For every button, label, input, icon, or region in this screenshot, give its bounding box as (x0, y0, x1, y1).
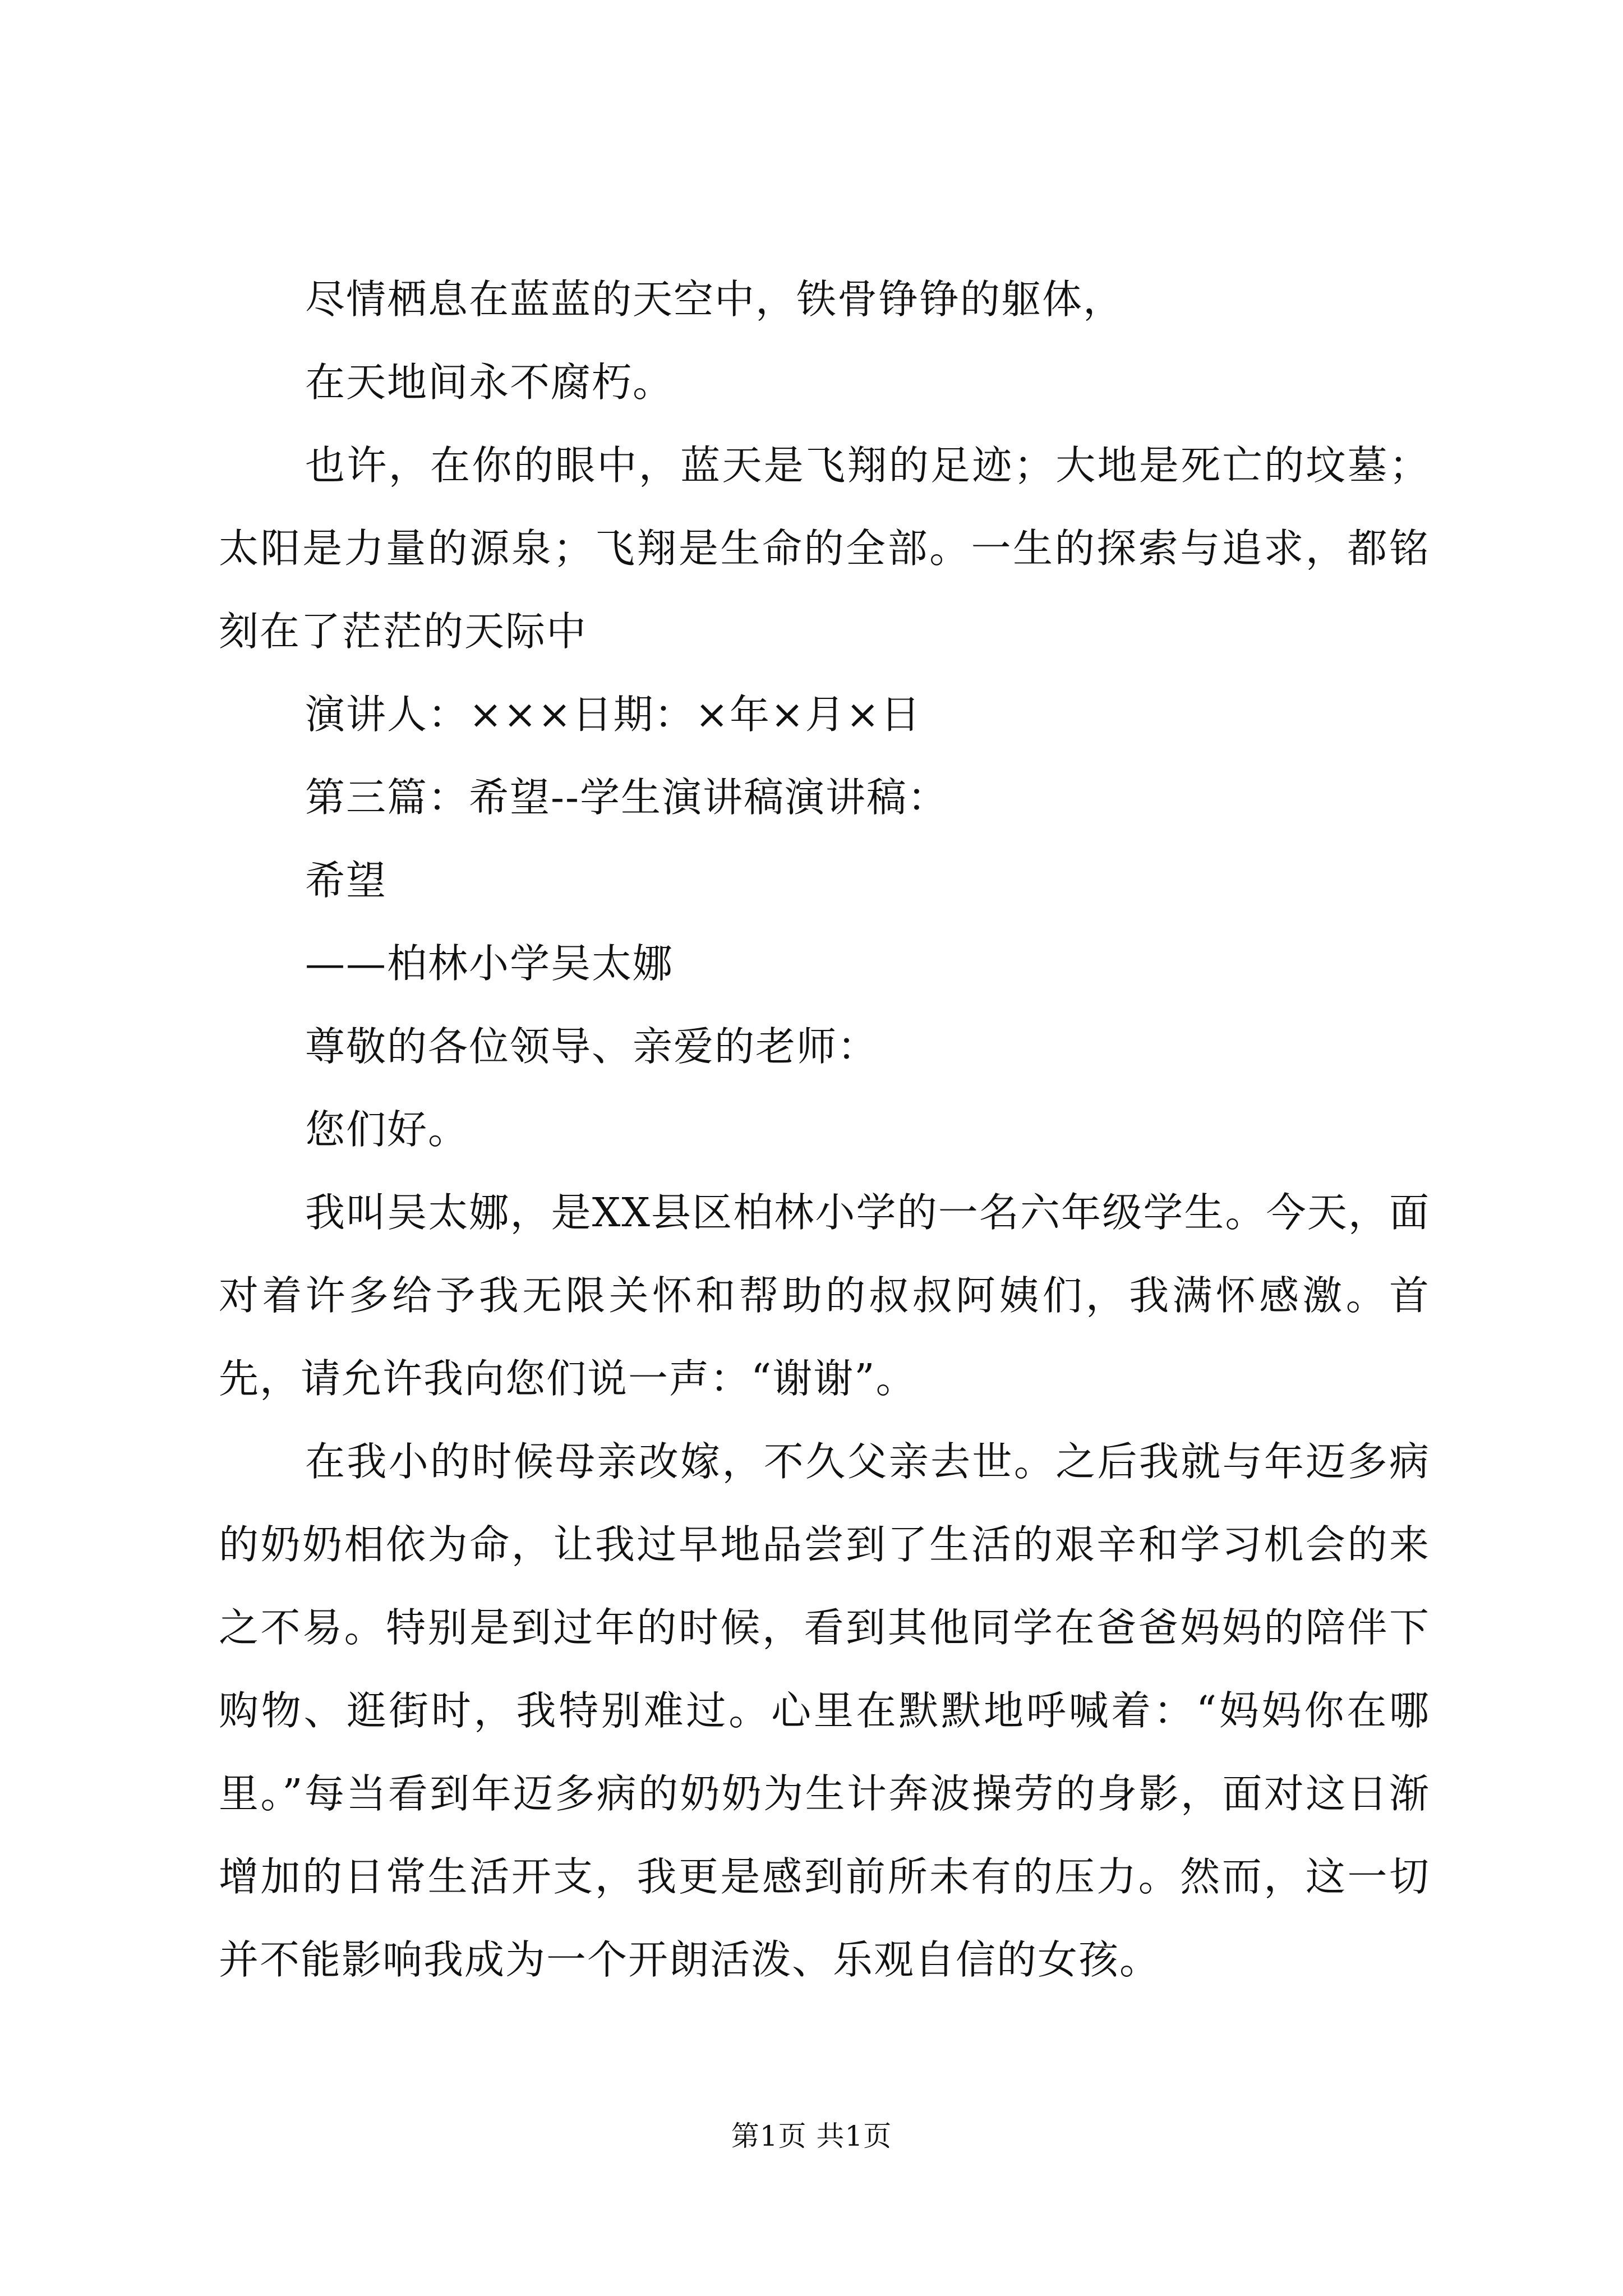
speaker-date-line: 演讲人：×××日期：×年×月×日 (305, 691, 921, 738)
paragraph: 在天地间永不腐朽。 (305, 359, 674, 406)
section-heading: 第三篇：希望--学生演讲稿演讲稿： (305, 774, 948, 821)
document-body (219, 258, 1430, 2001)
paragraph: 也许，在你的眼中，蓝天是飞翔的足迹；大地是死亡的坟墓；太阳是力量的源泉；飞翔是生命的全部。一生的探索与追求，都铭刻在了茫茫的天际中 (219, 442, 1430, 655)
paragraph: 我叫吴太娜，是XX县区柏林小学的一名六年级学生。今天，面对着许多给予我无限关怀和帮助的叔叔阿姨们，我满怀感激。首先，请允许我向您们说一声：“谢谢”。 (219, 1189, 1430, 1402)
greeting: 您们好。 (305, 1106, 469, 1153)
speech-author: ——柏林小学吴太娜 (305, 940, 674, 987)
paragraph: 尽情栖息在蓝蓝的天空中，铁骨铮铮的躯体， (305, 276, 1124, 323)
salutation: 尊敬的各位领导、亲爱的老师： (305, 1023, 879, 1070)
page-footer: 第1页 共1页 (731, 2120, 892, 2152)
paragraph: 在我小的时候母亲改嫁，不久父亲去世。之后我就与年迈多病的奶奶相依为命，让我过早地品尝到了生活的艰辛和学习机会的来之不易。特别是到过年的时候，看到其他同学在爸爸妈妈的陪伴下购物、逛街时，我特别难过。心里在默默地呼喊着：“妈妈你在哪里。”每当看到年迈多病的奶奶为生计奔波操劳的身影，面对这日渐增加的日常生活开支，我更是感到前所未有的压力。然而，这一切并不能影响我成为一个开朗活泼、乐观自信的女孩。 (219, 1438, 1430, 1983)
speech-title: 希望 (305, 857, 388, 904)
